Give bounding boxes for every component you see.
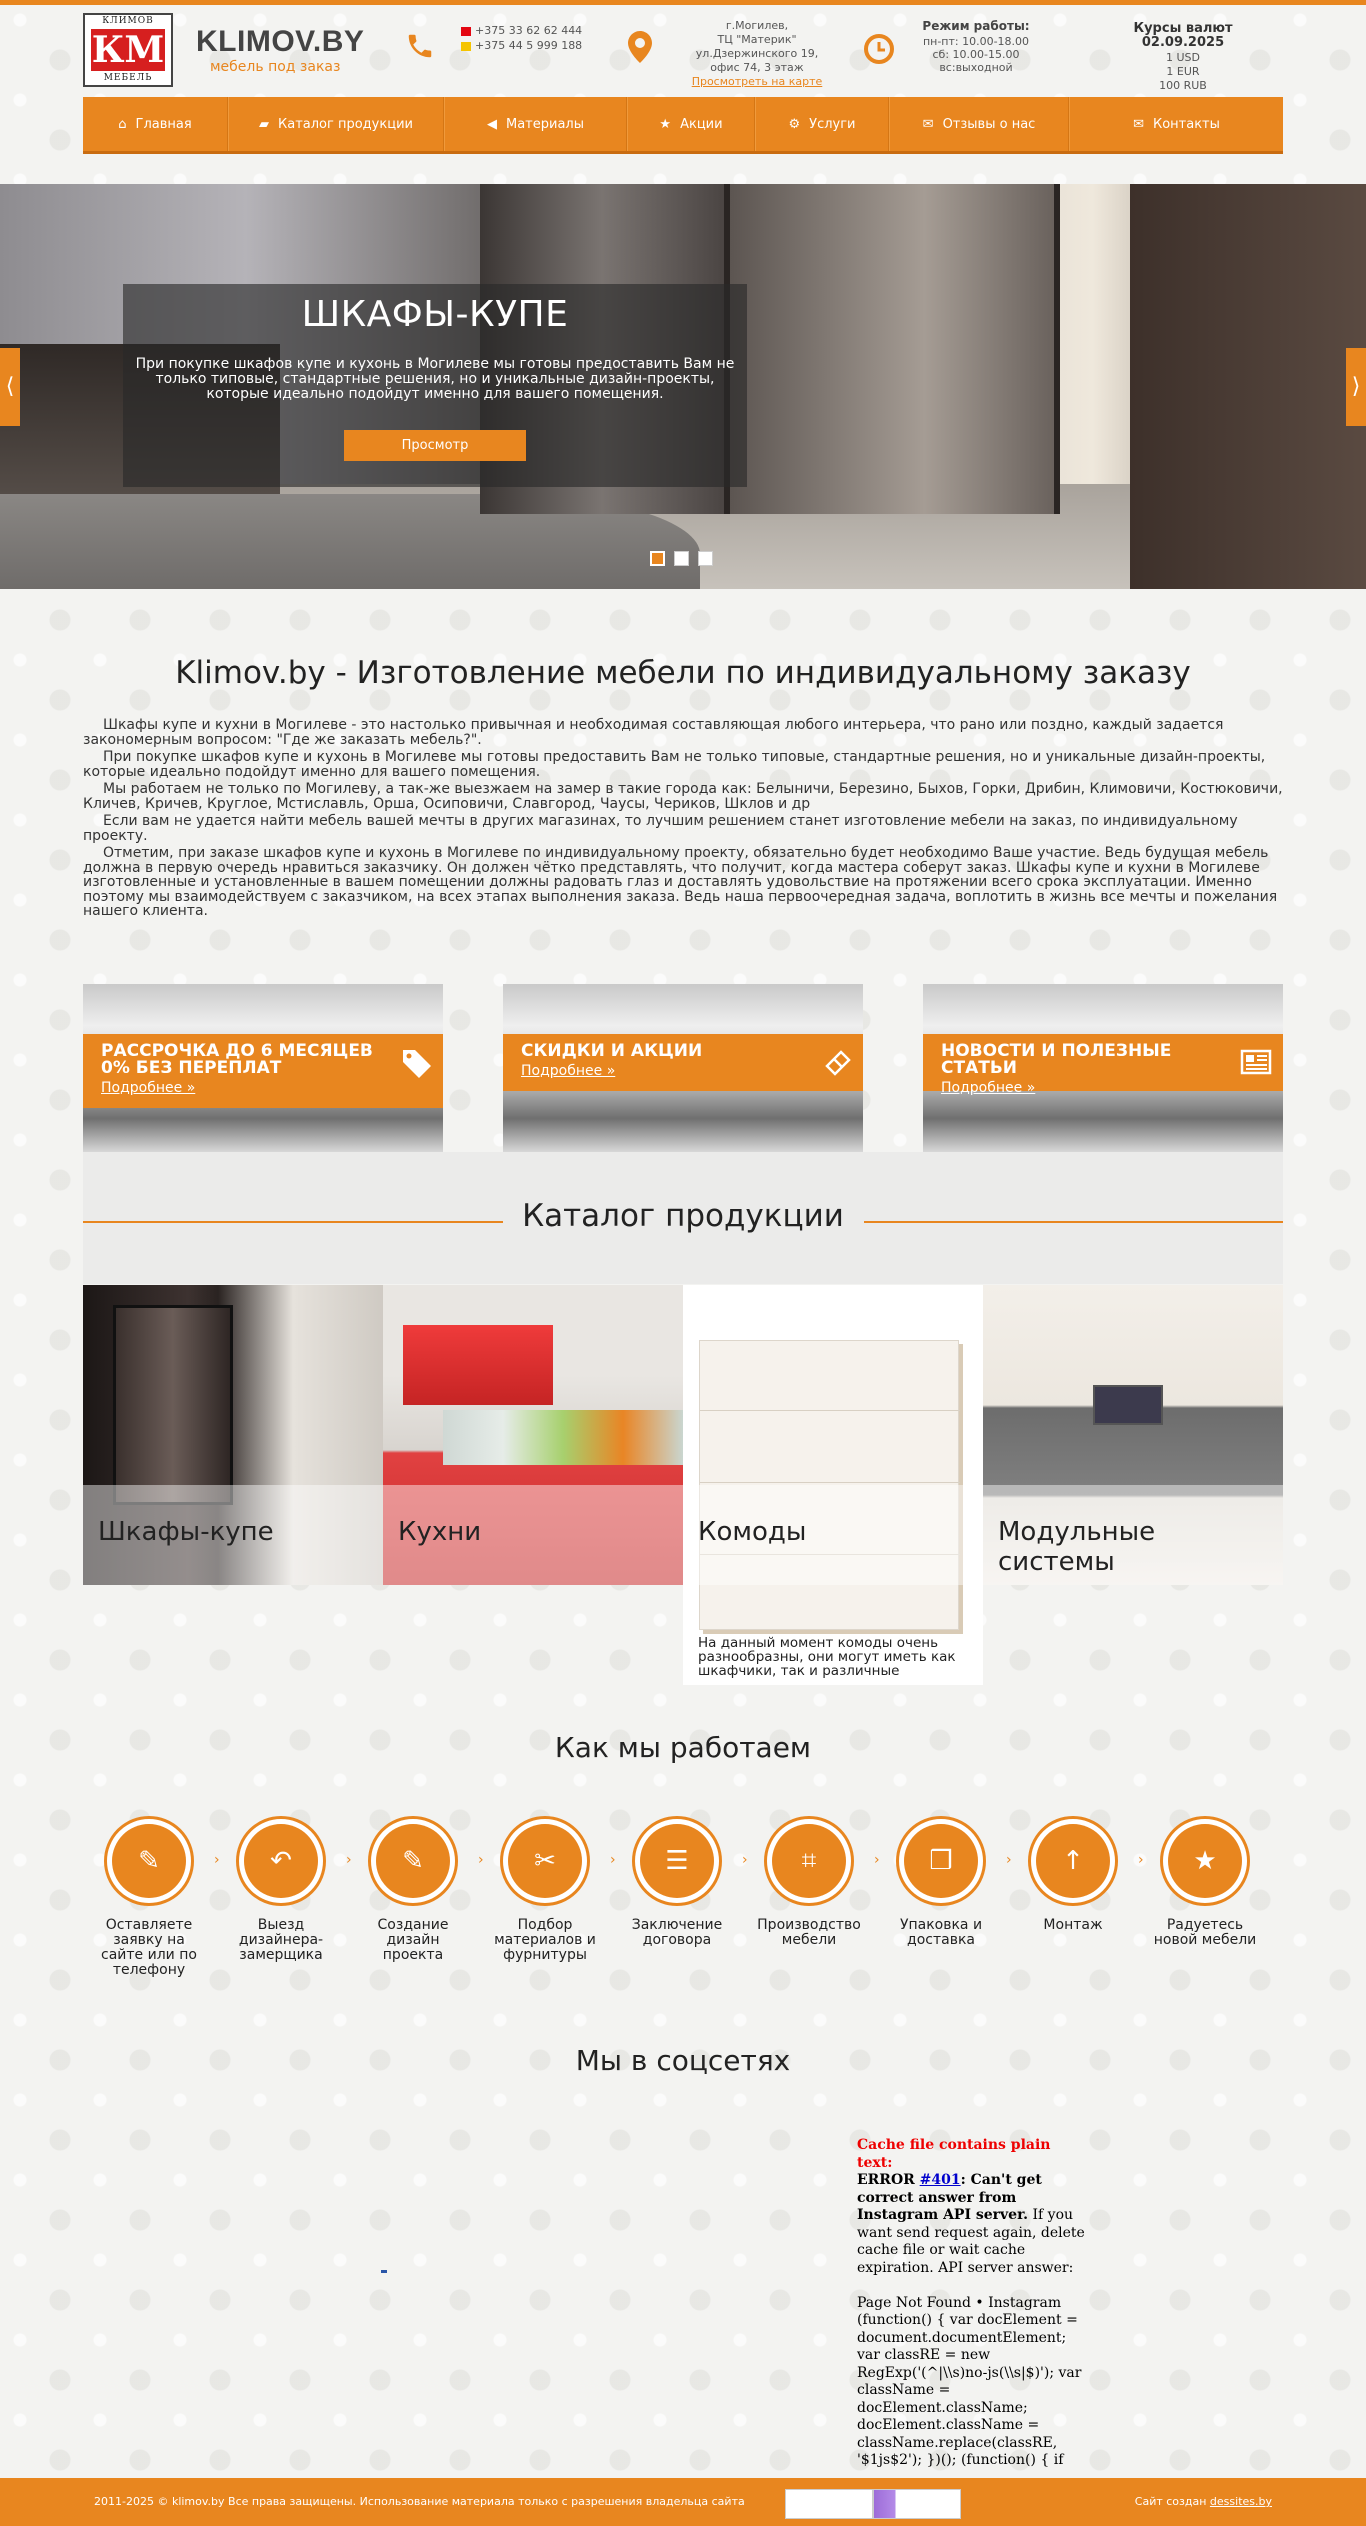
site-header — [83, 13, 1283, 93]
step-separator: › — [214, 1852, 220, 1868]
gears-icon: ⚙ — [788, 116, 801, 132]
folder-icon: ▰ — [259, 116, 270, 132]
slider-dot-1[interactable] — [650, 551, 665, 566]
page-title: Klimov.by - Изготовление мебели по индивидуальному заказу — [175, 655, 1191, 691]
logo-top-text: КЛИМОВ — [102, 16, 154, 26]
intro-paragraph: Отметим, при заказе шкафов купе и кухонь в Могилеве по индивидуальному проекту, обязательно будет необходимо Ваше участие. Ведь будущая мебель должна в первую очередь нравиться заказчику. Он должен чётко представлять, что получит, когда мастера соберут заказ. Шкафы купе и кухни в Могилеве изготовленные и установленные в вашем помещении должны радовать глаз и доставлять удовольствие на протяжении всего срока эксплуатации. Именно поэтому мы взаимодействуем с заказчиком, на всех этапах выполнения заказа. Ведь наша первоочередная задача, воплотить в жизнь все мечты и пожелания нашего клиента. — [83, 845, 1278, 919]
work-step-label: Производство мебели — [757, 1917, 861, 1948]
star-half-icon: ★ — [1168, 1824, 1242, 1898]
step-separator: › — [874, 1852, 880, 1868]
envelope-icon: ✉ — [1133, 116, 1144, 132]
intro-paragraph: При покупке шкафов купе и кухонь в Могилеве мы готовы предоставить Вам не только типовые, стандартные решения, но и уникальные дизайн-проекты, которые идеально подойдут именно для вашего помещения. — [83, 749, 1266, 780]
slider-next-button[interactable]: ⟩ — [1346, 348, 1366, 426]
comments-icon: ✉ — [922, 116, 934, 132]
brand-subtitle: мебель под заказ — [210, 59, 341, 75]
social-widget-placeholder — [381, 2270, 387, 2273]
slide-view-button[interactable]: Просмотр — [344, 430, 526, 461]
phone-line-2[interactable]: +375 44 5 999 188 — [461, 38, 582, 53]
brand[interactable] — [196, 25, 364, 75]
promo-title: СКИДКИ И АКЦИИ — [521, 1041, 703, 1061]
step-separator: › — [610, 1852, 616, 1868]
top-accent-line — [0, 0, 1366, 5]
slider-prev-button[interactable]: ⟨ — [0, 348, 20, 426]
nav-item-reviews[interactable]: ✉ Отзывы о нас — [889, 97, 1069, 151]
nav-item-catalog[interactable]: ▰ Каталог продукции — [228, 97, 444, 151]
catalog-item-modular[interactable] — [983, 1285, 1283, 1585]
nav-item-promotions[interactable]: ★ Акции — [627, 97, 755, 151]
phone-line-1[interactable]: +375 33 62 62 444 — [461, 23, 582, 38]
work-step-label: Заключение договора — [631, 1917, 723, 1948]
hero-slider — [0, 184, 1366, 589]
megaphone-icon: ◀ — [487, 116, 497, 132]
step-separator: › — [478, 1852, 484, 1868]
work-step-label: Подбор материалов и фурнитуры — [494, 1917, 596, 1963]
intro-paragraph: Мы работаем не только по Могилеву, а так-же выезжаем на замер в такие города как: Белыничи, Березино, Быхов, Горки, Дрибин, Климовичи, Костюковичи, Кличев, Кричев, Круглое, Мстиславль, Орша, Осиповичи, Славгород, Чаусы, Чериков, Шклов и др — [83, 781, 1283, 812]
catalog-item-image — [443, 1410, 683, 1465]
slider-dots — [650, 551, 713, 566]
promo-title: НОВОСТИ И ПОЛЕЗНЫЕ СТАТЬИ — [941, 1041, 1172, 1078]
catalog-item-image — [1093, 1385, 1163, 1425]
catalog-item-label: Комоды — [683, 1485, 983, 1585]
work-step-label: Монтаж — [1043, 1917, 1103, 1933]
newspaper-icon — [1239, 1048, 1273, 1083]
work-step — [1018, 1816, 1128, 1933]
level-up-icon: ↑ — [1036, 1824, 1110, 1898]
error-dump: Page Not Found • Instagram (function() { var docElement = document.documentElement; var classRE = new RegExp('(^|\\s)no-js(\\s|$)'); var className = docElement.className; docElement.className = className.replace(classRE, '$1js$2'); })(); (function() { if — [857, 2294, 1082, 2468]
edit-icon: ✎ — [112, 1824, 186, 1898]
stats-counter[interactable] — [873, 2489, 961, 2519]
promo-news[interactable] — [923, 984, 1283, 1152]
work-step-label: Создание дизайн проекта — [377, 1917, 449, 1963]
catalog-item-wardrobes[interactable] — [83, 1285, 383, 1585]
work-step — [1150, 1816, 1260, 1948]
work-step — [226, 1816, 336, 1963]
catalog-item-label: Шкафы-купе — [83, 1485, 383, 1585]
catalog-item-label: Модульные системы — [983, 1485, 1283, 1585]
social-title: Мы в соцсетях — [575, 2044, 791, 2077]
nav-item-contacts[interactable]: ✉ Контакты — [1069, 97, 1283, 151]
work-step-label: Упаковка и доставка — [899, 1917, 983, 1948]
work-step — [490, 1816, 600, 1963]
nav-item-services[interactable]: ⚙ Услуги — [755, 97, 889, 151]
main-nav — [83, 97, 1283, 154]
step-separator: › — [1006, 1852, 1012, 1868]
logo-mark: КМ — [91, 29, 165, 71]
slider-dot-2[interactable] — [674, 551, 689, 566]
catalog-item-image — [113, 1305, 233, 1505]
catalog-item-dressers[interactable] — [683, 1285, 983, 1685]
developer-link[interactable]: dessites.by — [1209, 2495, 1272, 2508]
logo-bottom-text: МЕБЕЛЬ — [103, 73, 153, 83]
work-step — [94, 1816, 204, 1978]
promo-band — [923, 1034, 1283, 1096]
slider-dot-3[interactable] — [698, 551, 713, 566]
mts-logo-icon — [461, 27, 471, 36]
slide-image-wardrobe-side — [1130, 184, 1366, 589]
cubes-icon: ❒ — [904, 1824, 978, 1898]
phones — [461, 23, 582, 53]
clock-icon — [863, 33, 895, 72]
home-icon: ⌂ — [118, 116, 127, 132]
work-step — [358, 1816, 468, 1963]
slide-caption — [123, 284, 747, 487]
catalog-item-kitchens[interactable] — [383, 1285, 683, 1585]
copyright: 2011-2025 © klimov.by Все права защищены. Использование материала только с разрешения владельца сайта — [94, 2495, 745, 2508]
brand-name: KLIMOV.BY — [196, 25, 365, 58]
promo-band — [503, 1034, 863, 1091]
catalog-item-label: Кухни — [383, 1485, 683, 1585]
step-separator: › — [1138, 1852, 1144, 1868]
work-step — [622, 1816, 732, 1948]
catalog-item-description: На данный момент комоды очень разнообразны, они могут иметь как шкафчики, так и различные — [698, 1635, 956, 1679]
intro-paragraph: Шкафы купе и кухни в Могилеве - это настолько привычная и необходимая составляющая любого интерьера, что рано или поздно, каждый задается закономерным вопросом: "Где же заказать мебель?". — [83, 717, 1224, 748]
error-title: Cache file contains plain text: — [857, 2137, 1051, 2171]
catalog-title: Каталог продукции — [522, 1198, 844, 1234]
catalog-header — [83, 1196, 1283, 1246]
ticket-icon — [823, 1048, 853, 1085]
document-icon: ☰ — [640, 1824, 714, 1898]
error-code-link[interactable]: #401 — [919, 2172, 961, 2188]
nav-item-home[interactable]: ⌂ Главная — [83, 97, 228, 151]
velcom-logo-icon — [461, 42, 471, 51]
phone-icon — [405, 31, 435, 68]
promo-more-link[interactable]: Подробнее » — [521, 1063, 616, 1079]
how-we-work-title: Как мы работаем — [554, 1731, 812, 1764]
step-separator: › — [742, 1852, 748, 1868]
site-footer — [0, 2478, 1366, 2526]
intro-text — [83, 718, 1283, 922]
catalog-item-image — [403, 1325, 553, 1405]
promo-installment[interactable] — [83, 984, 443, 1152]
work-step-label: Радуетесь новой мебели — [1153, 1917, 1257, 1948]
instagram-error-message: Cache file contains plain text: ERROR #401: Can't get correct answer from Instagram API server. If you want send request again, delete cache file or wait cache expiration. API server answer: Page Not Found • Instagram (function() { var docElement = document.documentElement; var classRE = new RegExp('(^|\\s)no-js(\\s|$)'); var className = docElement.className; docElement.className = className.replace(classRE, '$1js$2'); })(); (function() { if — [857, 2137, 1087, 2419]
reply-icon: ↶ — [244, 1824, 318, 1898]
work-step — [754, 1816, 864, 1948]
working-hours: Режим работы: пн-пт: 10.00-18.00 сб: 10.00-15.00 вс:выходной — [922, 19, 1030, 74]
star-icon: ★ — [659, 116, 672, 132]
slide-image-wardrobe-door — [730, 184, 1060, 514]
edit-icon: ✎ — [376, 1824, 450, 1898]
intro-paragraph: Если вам не удается найти мебель вашей мечты в других магазинах, то лучшим решением станет изготовление мебели на заказ, по индивидуальному проекту. — [83, 813, 1238, 844]
tag-icon — [401, 1048, 433, 1085]
ticket-icon: ✂ — [508, 1824, 582, 1898]
developer-credit: Сайт создан dessites.by — [1134, 2495, 1272, 2508]
slide-description: При покупке шкафов купе и кухонь в Могилеве мы готовы предоставить Вам не только типовые, стандартные решения, но и уникальные дизайн-проекты, которые идеально подойдут именно для вашего помещения. — [135, 356, 735, 402]
promo-more-link[interactable]: Подробнее » — [101, 1080, 196, 1096]
slide-title: ШКАФЫ-КУПЕ — [301, 294, 569, 335]
work-step — [886, 1816, 996, 1948]
promo-title: РАССРОЧКА ДО 6 МЕСЯЦЕВ 0% БЕЗ ПЕРЕПЛАТ — [101, 1041, 373, 1078]
view-map-link[interactable]: Просмотреть на карте — [691, 75, 823, 88]
promo-band — [83, 1034, 443, 1108]
work-step-label: Оставляете заявку на сайте или по телефону — [101, 1917, 197, 1978]
promo-more-link[interactable]: Подробнее » — [941, 1080, 1036, 1096]
map-marker-icon — [628, 31, 652, 70]
visitor-counter[interactable] — [785, 2489, 873, 2519]
logo[interactable] — [83, 13, 173, 87]
address: г.Могилев, ТЦ "Материк" ул.Дзержинского 19, офис 74, 3 этаж Просмотреть на карте — [667, 19, 847, 89]
work-step-label: Выезд дизайнера-замерщика — [238, 1917, 324, 1963]
promo-discounts[interactable] — [503, 984, 863, 1152]
nav-item-materials[interactable]: ◀ Материалы — [444, 97, 627, 151]
currency-rates: Курсы валют 02.09.2025 1 USD 1 EUR 100 RUB — [1133, 21, 1233, 92]
crop-icon: ⌗ — [772, 1824, 846, 1898]
step-separator: › — [346, 1852, 352, 1868]
